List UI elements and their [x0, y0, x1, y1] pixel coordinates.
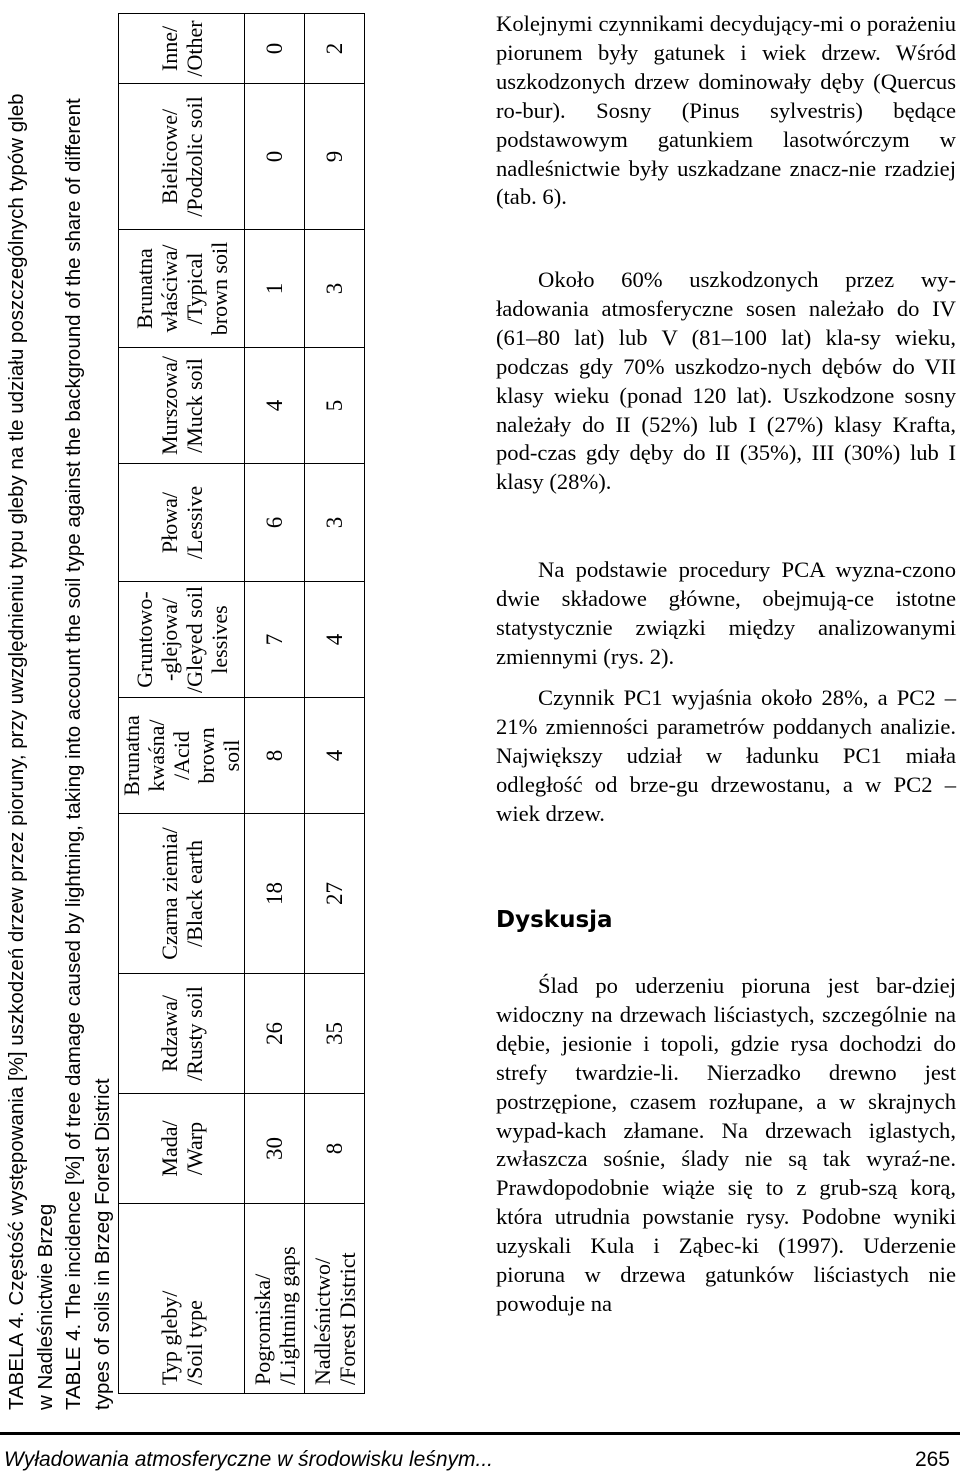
row-label-forest-district: Nadleśnictwo/ /Forest District	[305, 1204, 365, 1394]
table-cell: 4	[245, 348, 305, 464]
table-cell: 7	[245, 582, 305, 698]
table-cell: 8	[305, 1094, 365, 1204]
rotated-table-block	[0, 0, 376, 1420]
table-cell: 5	[305, 348, 365, 464]
header-other: Inne/ /Other	[119, 14, 245, 84]
table-cell: 4	[305, 698, 365, 814]
row-label-lightning-gaps: Pogromiska/ /Lightning gaps	[245, 1204, 305, 1394]
table-cell: 6	[245, 464, 305, 582]
caption-english: TABLE 4. The incidence [%] of tree damage caused by lightning, taking into account the soil type against the background of the share of different	[62, 98, 85, 1410]
footer-divider	[0, 1432, 960, 1435]
header-black-earth: Czarna ziemia/ /Black earth	[119, 814, 245, 974]
caption-polish: TABELA 4. Częstość występowania [%] uszkodzeń drzew przez pioruny, przy uwzględnieniu typu gleby na tle udziału poszczególnych typów gleb	[5, 93, 28, 1410]
table-cell: 0	[245, 14, 305, 84]
paragraph-discussion: Ślad po uderzeniu pioruna jest bar-dziej widoczny na drzewach liściastych, szczególnie na dębie, jesionie i topoli, gdzie rysa dochodzi do strefy twardzie-li. Nierzadko drewno jest postrzępione, czasem rozłupane, a w skrajnych wypad-kach złamane. Na drzewach iglastych, zwłaszcza sośnie, ślady nie są tak wyraź-ne. Prawdopodobnie wiąże się to z grub-szą korą, która utrudnia powstanie rysy. Podobne wyniki uzyskali Kula i Ząbec-ki (1997). Uderzenie pioruna w drzewa gatunków liściastych nie powoduje na	[496, 973, 956, 1316]
table-cell: 4	[305, 582, 365, 698]
header-gleyed-soil: Gruntowo- -glejowa/ /Gleyed soil lessives	[119, 582, 245, 698]
table-header-row	[119, 14, 245, 1394]
section-heading: Dyskusja	[496, 907, 613, 933]
header-podzolic-soil: Bielicowe/ /Podzolic soil	[119, 84, 245, 230]
caption-polish-cont: w Nadleśnictwie Brzeg	[33, 1203, 57, 1410]
table-cell: 3	[305, 464, 365, 582]
table-cell: 1	[245, 230, 305, 348]
header-warp: Mada/ /Warp	[119, 1094, 245, 1204]
header-typical-brown-soil: Brunatna właściwa/ /Typical brown soil	[119, 230, 245, 348]
paragraph-age-classes: Około 60% uszkodzonych przez wy-ładowania atmosferyczne sosen należało do IV (61–80 lat) lub V (81–100 lat) kla-sy wieku, podczas gdy 70% uszkodzo-nych dębów do VII klasy wieku (ponad 120 lat). Uszkodzone sosny należały do II (52%) lub I (27%) klasy Krafta, pod-czas gdy dęby do II (35%), III (30%) lub I klasy (28%).	[496, 267, 956, 495]
table-cell: 18	[245, 814, 305, 974]
table-cell: 0	[245, 84, 305, 230]
table-cell: 2	[305, 14, 365, 84]
header-soil-type: Typ gleby/ /Soil type	[119, 1204, 245, 1394]
paragraph-species-age: Kolejnymi czynnikami decydujący-mi o porażeniu piorunem były gatunek i wiek drzew. Wśród uszkodzonych drzew dominowały dęby (Quercus ro-bur). Sosny (Pinus sylvestris) będące podstawowym gatunkiem lasotwórczym w nadleśnictwie były uszkadzane znacz-nie rzadziej (tab. 6).	[496, 11, 956, 210]
table-cell: 27	[305, 814, 365, 974]
soil-type-table	[118, 13, 365, 1394]
caption-english-cont: types of soils in Brzeg Forest District	[90, 1078, 114, 1410]
header-acid-brown-soil: Brunatna kwaśna/ /Acid brown soil	[119, 698, 245, 814]
table-cell: 26	[245, 974, 305, 1094]
table-cell: 35	[305, 974, 365, 1094]
table-cell: 3	[305, 230, 365, 348]
running-title: Wyładowania atmosferyczne w środowisku leśnym...	[4, 1448, 494, 1471]
header-lessive: Płowa/ /Lessive	[119, 464, 245, 582]
header-muck-soil: Murszowa/ /Muck soil	[119, 348, 245, 464]
page-number: 265	[914, 1448, 950, 1471]
table-caption	[3, 10, 117, 1410]
paragraph-pc1-pc2: Czynnik PC1 wyjaśnia około 28%, a PC2 – 21% zmienności parametrów poddanych analizie. Największy udział w ładunku PC1 miała odległość od brze-gu drzewostanu, a w PC2 – wiek drzew.	[496, 685, 956, 826]
table-cell: 9	[305, 84, 365, 230]
table-row	[245, 14, 305, 1394]
paragraph-pca: Na podstawie procedury PCA wyzna-czono dwie składowe główne, obejmują-ce istotne statystycznie związki między analizowanymi zmiennymi (rys. 2).	[496, 557, 956, 669]
header-rusty-soil: Rdzawa/ /Rusty soil	[119, 974, 245, 1094]
table-cell: 30	[245, 1094, 305, 1204]
table-cell: 8	[245, 698, 305, 814]
table-row	[305, 14, 365, 1394]
